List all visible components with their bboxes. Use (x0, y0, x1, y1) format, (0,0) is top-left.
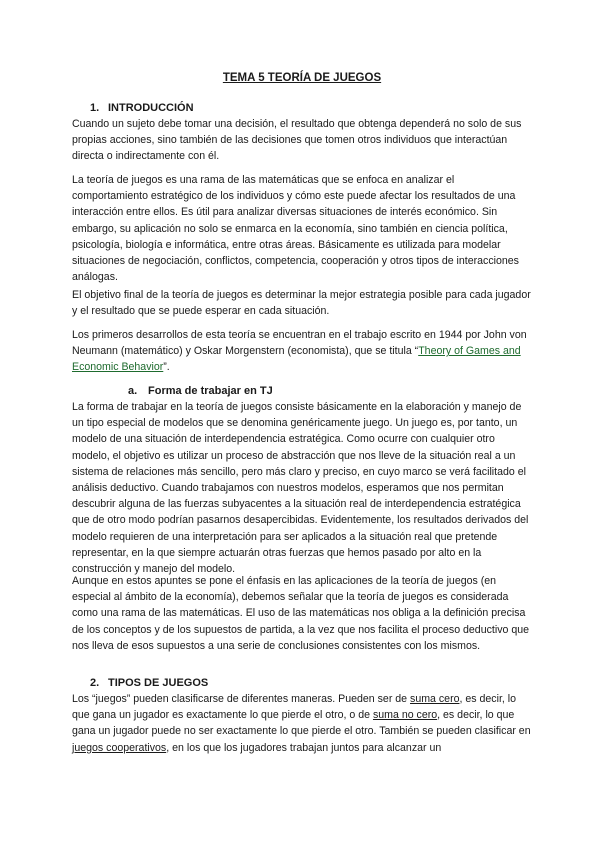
subsection-number: a. (128, 385, 138, 397)
term-suma-cero: suma cero (410, 693, 460, 705)
tipos-text: , en los que los jugadores trabajan juntos para alcanzar un (166, 741, 442, 754)
subsection-heading-forma-de-trabajar (128, 385, 273, 397)
forma-paragraph-1: La forma de trabajar en la teoría de juegos consiste básicamente en la elaboración y manejo de un tipo especial de modelos que se denomina genéricamente juego. Un juego es, por tanto, un modelo de una situación de interdependencia estratégica. Como ocurre con cualquier otro modelo, el objetivo es utilizar un proceso de abstracción que nos lleve de la situación real a un sistema de relaciones más sencillo, pero más claro y preciso, en cuyo marco se verá facilitado el análisis deductivo. Cuando trabajamos con nuestros modelos, esperamos que nos permitan descubrir alguna de las fuerzas subyacentes a la situación real de interdependencia estratégica que de otro modo podrían pasarnos desapercibidas. Evidentemente, los resultados derivados del modelo requieren de una interpretación para ser aplicados a la situación real que pretende representar, en la que siempre actuarán otras fuerzas que hemos pasado por alto en la construcción y manejo del modelo. (72, 401, 529, 576)
section-number: 2. (90, 677, 100, 689)
tipos-text: , es decir, lo que gana un jugador es exactamente lo que pierde el otro, o de (72, 693, 517, 722)
section-number: 1. (90, 102, 100, 114)
tipos-text: Los “juegos” pueden clasificarse de diferentes maneras. Pueden ser de (72, 693, 411, 705)
section-title: INTRODUCCIÓN (108, 102, 194, 114)
section-heading-introduccion (90, 102, 194, 114)
intro-p4-close: ”. (163, 361, 170, 374)
tipos-paragraph-1 (72, 691, 532, 756)
term-juegos-cooperativos: juegos cooperativos (72, 741, 167, 754)
subsection-title: Forma de trabajar en TJ (148, 385, 273, 397)
book-title-link[interactable]: Theory of Games and Economic Behavior (72, 345, 521, 374)
intro-paragraph-2: La teoría de juegos es una rama de las matemáticas que se enfoca en analizar el comportamiento estratégico de los individuos y cómo este puede afectar los resultados de una interacción entre ellos. Es útil para analizar diversas situaciones de interés económico. Sin embargo, su aplicación no solo se enmarca en la economía, sino también en ciencia política, psicología, biología e informática, entre otras áreas. Básicamente es utilizada para modelar situaciones de negociación, conflictos, competencia, cooperación y otros tipos de interacciones análogas. (72, 174, 519, 284)
intro-paragraph-3: El objetivo final de la teoría de juegos es determinar la mejor estrategia posible para cada jugador y el resultado que se puede esperar en cada situación. (72, 289, 531, 318)
tipos-text: , es decir, lo que gana un jugador puede no ser exactamente lo que pierde el otro. También se pueden clasificar en (72, 709, 531, 738)
document-title: TEMA 5 TEORÍA DE JUEGOS (222, 72, 382, 84)
intro-paragraph-4 (72, 327, 532, 376)
intro-p4-text: Los primeros desarrollos de esta teoría se encuentran en el trabajo escrito en 1944 por John von Neumann (matemático) y Oskar Morgenstern (economista), que se titula “ (72, 329, 527, 358)
section-heading-tipos-de-juegos (90, 677, 208, 689)
intro-paragraph-1: Cuando un sujeto debe tomar una decisión, el resultado que obtenga dependerá no solo de sus propias acciones, sino también de las decisiones que tomen otros individuos que interactúan directa o indirectamente con él. (72, 118, 522, 163)
section-title: TIPOS DE JUEGOS (108, 677, 209, 689)
term-suma-no-cero: suma no cero (372, 709, 438, 722)
forma-paragraph-2: Aunque en estos apuntes se pone el énfasis en las aplicaciones de la teoría de juegos (en especial al ámbito de la economía), debemos señalar que la teoría de juegos es considerada como una rama de las matemáticas. El uso de las matemáticas nos obliga a la definición precisa de los conceptos y de los supuestos de partida, a la vez que nos facilita el proceso deductivo que nos lleva de esos supuestos a una serie de conclusiones consistentes con los mismos. (72, 575, 529, 652)
